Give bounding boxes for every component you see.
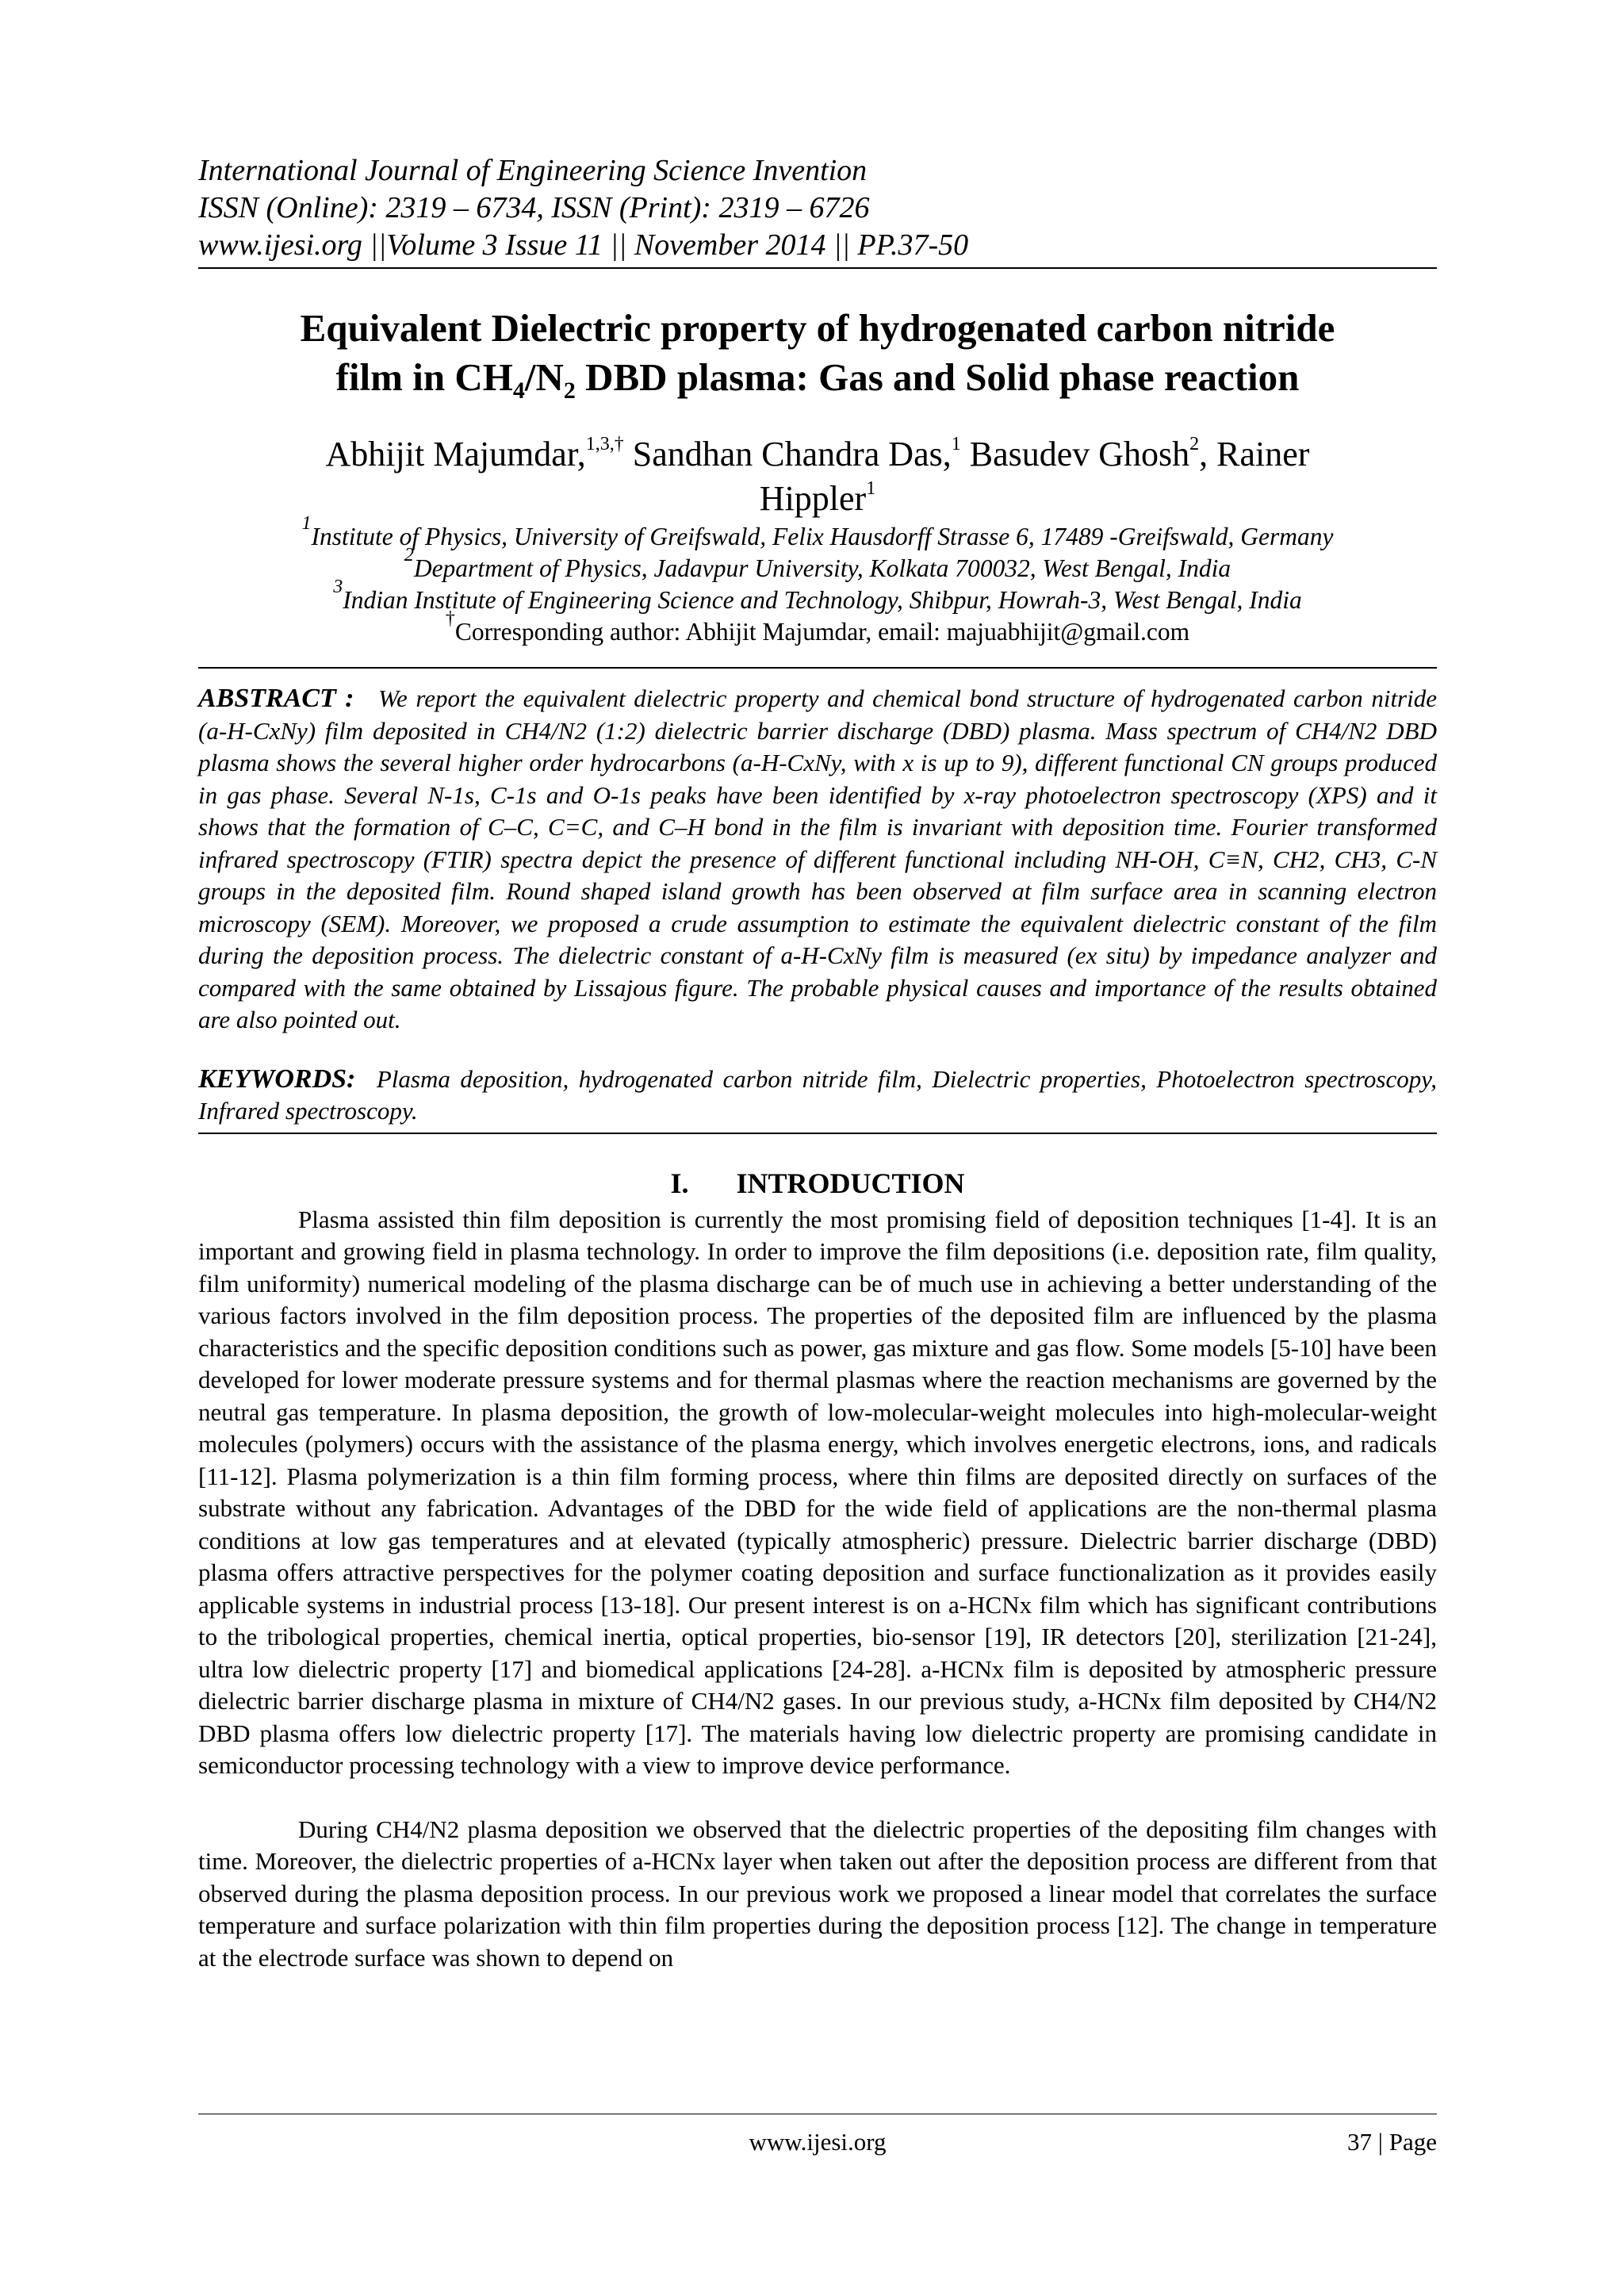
keywords-text: Plasma deposition, hydrogenated carbon nitride film, Dielectric properties, Photoelectron spectroscopy, Infrared spectroscopy. [198, 1064, 1437, 1125]
abstract [198, 669, 1437, 1037]
journal-header [198, 152, 1437, 264]
title-line-1: Equivalent Dielectric property of hydrogenated carbon nitride [300, 306, 1335, 350]
title-line-2: film in $CH_4/N_2$ DBD plasma: Gas and Solid phase reaction [335, 355, 1300, 404]
corresponding-author: †Corresponding author: Abhijit Majumdar, email: majuabhijit@gmail.com [445, 608, 1190, 646]
affiliation-1: $^1$Institute of Physics, University of Greifswald, Felix Hausdorff Strasse 6, 17489 -Greifswald, Germany [301, 513, 1334, 550]
page-footer [198, 2114, 1437, 2162]
author-1: Abhijit Majumdar, [325, 435, 586, 473]
intro-paragraph-1: Plasma assisted thin film deposition is currently the most promising field of deposition techniques [1-4]. It is an important and growing field in plasma technology. In order to improve the film depositions (i.e. deposition rate, film quality, film uniformity) numerical modeling of the plasma discharge can be of much use in achieving a better understanding of the various factors involved in the film deposition process. The properties of the deposited film are influenced by the plasma characteristics and the specific deposition conditions such as power, gas mixture and gas flow. Some models [5-10] have been developed for lower moderate pressure systems and for thermal plasmas where the reaction mechanisms are governed by the neutral gas temperature. In plasma deposition, the growth of low-molecular-weight molecules into high-molecular-weight molecules (polymers) occurs with the assistance of the plasma energy, which involves energetic electrons, ions, and radicals [11-12]. Plasma polymerization is a thin film forming process, where thin films are deposited directly on surfaces of the substrate without any fabrication. Advantages of the DBD for the wide field of applications are the non-thermal plasma conditions at low gas temperatures and at elevated (typically atmospheric) pressure. Dielectric barrier discharge (DBD) plasma offers attractive perspectives for the polymer coating deposition and surface functionalization as it provides easily applicable systems in industrial process [13-18]. Our present interest is on a-HCNx film which has significant contributions to the tribological properties, chemical inertia, optical properties, bio-sensor [19], IR detectors [20], sterilization [21-24], ultra low dielectric property [17] and biomedical applications [24-28]. a-HCNx film is deposited by atmospheric pressure dielectric barrier discharge plasma in mixture of CH4/N2 gases. In our previous study, a-HCNx film deposited by CH4/N2 DBD plasma offers low dielectric property [17]. The materials having low dielectric property are promising candidate in semiconductor processing technology with a view to improve device performance. [198, 1205, 1437, 1779]
keywords-bottom-rule [198, 1133, 1437, 1134]
affiliation-2: $^2$Department of Physics, Jadavpur University, Kolkata 700032, West Bengal, India [404, 545, 1231, 582]
section-heading [198, 1166, 1437, 1201]
intro-paragraph-2: During CH4/N2 plasma deposition we observed that the dielectric properties of the depositing film changes with time. Moreover, the dielectric properties of a-HCNx layer when taken out after the deposition process are different from that observed during the plasma deposition process. In our previous work we proposed a linear model that correlates the surface temperature and surface polarization with thin film properties during the deposition process [12]. The change in temperature at the electrode surface was shown to depend on [198, 1815, 1437, 1972]
abstract-label: ABSTRACT : [198, 684, 354, 713]
footer-website: www.ijesi.org [749, 2128, 887, 2156]
abstract-text: We report the equivalent dielectric property and chemical bond structure of hydrogenated carbon nitride (a-H-CxNy) film deposited in CH4/N2 (1:2) dielectric barrier discharge (DBD) plasma. Mass spectrum of CH4/N2 DBD plasma shows the several higher order hydrocarbons (a-H-CxNy, with x is up to 9), different functional CN groups produced in gas phase. Several N-1s, C-1s and O-1s peaks have been identified by x-ray photoelectron spectroscopy (XPS) and it shows that the formation of C–C, C=C, and C–H bond in the film is invariant with deposition time. Fourier transformed infrared spectroscopy (FTIR) spectra depict the presence of different functional including NH-OH, C≡N, CH2, CH3, C-N groups in the deposited film. Round shaped island growth has been observed at film surface area in scanning electron microscopy (SEM). Moreover, we proposed a crude assumption to estimate the equivalent dielectric constant of the film during the deposition process. The dielectric constant of a-H-CxNy film is measured (ex situ) by impedance analyzer and compared with the same obtained by Lissajous figure. The probable physical causes and importance of the results obtained are also pointed out. [198, 684, 1437, 1033]
paper-title [198, 304, 1437, 402]
journal-name: International Journal of Engineering Science Invention [198, 154, 868, 187]
author-3: Basudev Ghosh [960, 435, 1190, 473]
author-4: , Rainer Hippler [759, 435, 1310, 518]
section-title: INTRODUCTION [736, 1167, 965, 1199]
author-list: Abhijit Majumdar,$^{1,3,\dagger}$ Sandhan Chandra Das,$^1$ Basudev Ghosh$^2$, Rainer Hippler$^1$ [325, 434, 1310, 518]
header-rule [198, 267, 1437, 269]
journal-issn: ISSN (Online): 2319 – 6734, ISSN (Print): 2319 – 6726 [198, 191, 870, 224]
journal-volume: www.ijesi.org ||Volume 3 Issue 11 || November 2014 || PP.37-50 [198, 228, 969, 262]
affiliations [198, 513, 1437, 648]
keywords [198, 1064, 1437, 1128]
affiliation-3: $^3$Indian Institute of Engineering Science and Technology, Shibpur, Howrah-3, West Bengal, India [333, 577, 1302, 614]
page-content [198, 152, 1437, 1974]
section-number: I. [670, 1167, 689, 1199]
page-number: 37 | Page [1347, 2128, 1437, 2156]
keywords-label: KEYWORDS: [198, 1064, 356, 1094]
author-2: Sandhan Chandra Das, [623, 435, 952, 473]
